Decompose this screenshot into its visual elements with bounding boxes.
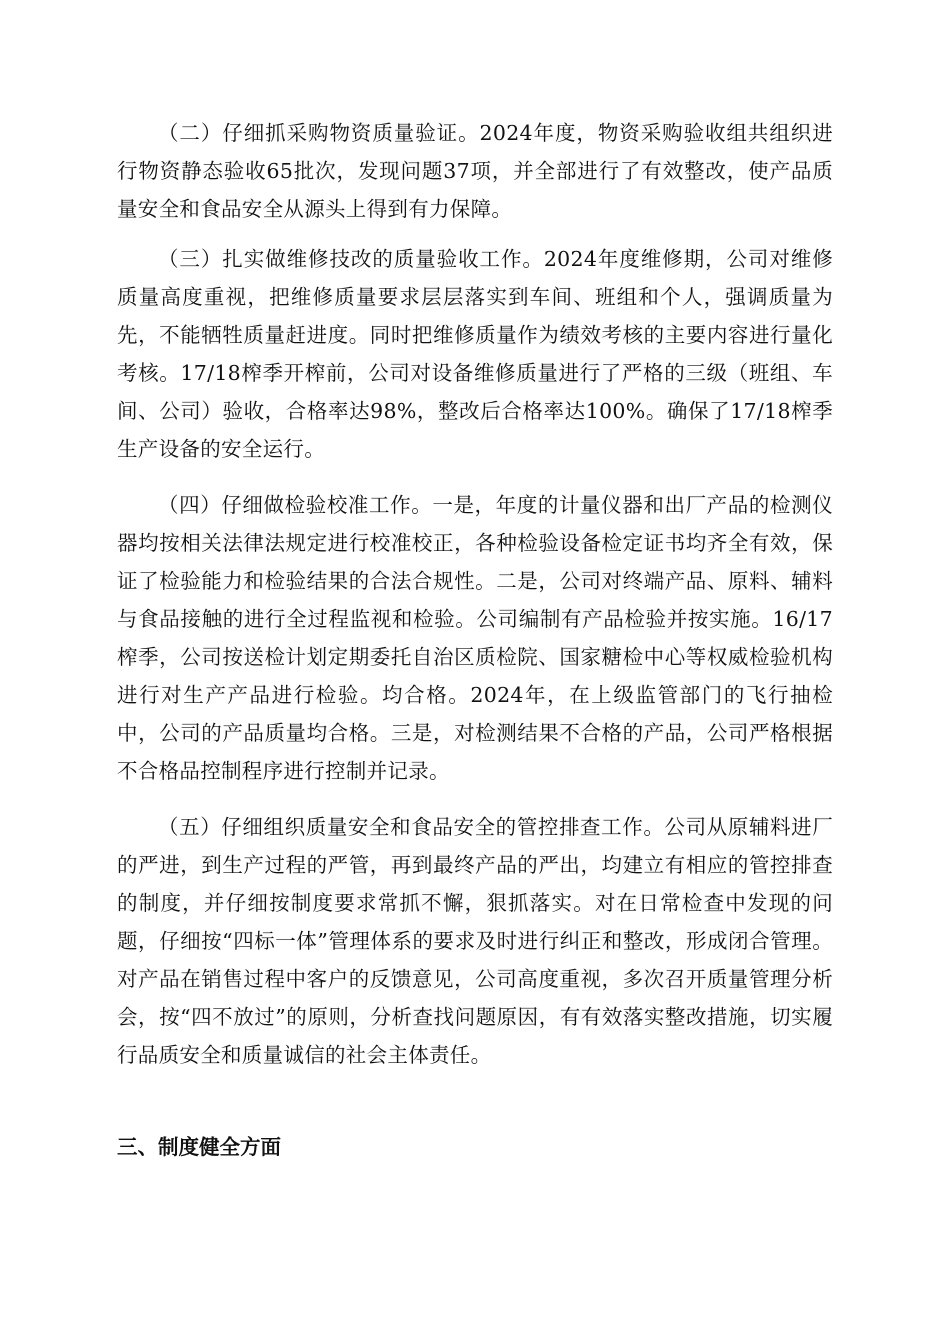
paragraph-procurement-verification: （二）仔细抓采购物资质量验证。2024年度，物资采购验收组共组织进行物资静态验收65批次，发现问题37项，并全部进行了有效整改，使产品质量安全和食品安全从源头上得到有力保障。	[117, 121, 833, 221]
paragraph-inspection-calibration: （四）仔细做检验校准工作。一是，年度的计量仪器和出厂产品的检测仪器均按相关法律法规定进行校准校正，各种检验设备检定证书均齐全有效，保证了检验能力和检验结果的合法合规性。二是，公司对终端产品、原料、辅料与食品接触的进行全过程监视和检验。公司编制有产品检验并按实施。16/17榨季，公司按送检计划定期委托自治区质检院、国家糖检中心等权威检验机构进行对生产产品进行检验。均合格。2024年，在上级监管部门的飞行抽检中，公司的产品质量均合格。三是，对检测结果不合格的产品，公司严格根据不合格品控制程序进行控制并记录。	[117, 493, 833, 783]
paragraph-maintenance-acceptance: （三）扎实做维修技改的质量验收工作。2024年度维修期，公司对维修质量高度重视，把维修质量要求层层落实到车间、班组和个人，强调质量为先，不能牺牲质量赶进度。同时把维修质量作为绩效考核的主要内容进行量化考核。17/18榨季开榨前，公司对设备维修质量进行了严格的三级（班组、车间、公司）验收，合格率达98%，整改后合格率达100%。确保了17/18榨季生产设备的安全运行。	[117, 247, 833, 461]
section-heading: 三、制度健全方面	[117, 1135, 281, 1159]
paragraph-control-investigation: （五）仔细组织质量安全和食品安全的管控排查工作。公司从原辅料进厂的严进，到生产过程的严管，再到最终产品的严出，均建立有相应的管控排查的制度，并仔细按制度要求常抓不懈，狠抓落实。对在日常检查中发现的问题，仔细按“四标一体”管理体系的要求及时进行纠正和整改，形成闭合管理。对产品在销售过程中客户的反馈意见，公司高度重视，多次召开质量管理分析会，按“四不放过”的原则，分析查找问题原因，有有效落实整改措施，切实履行品质安全和质量诚信的社会主体责任。	[117, 815, 833, 1067]
